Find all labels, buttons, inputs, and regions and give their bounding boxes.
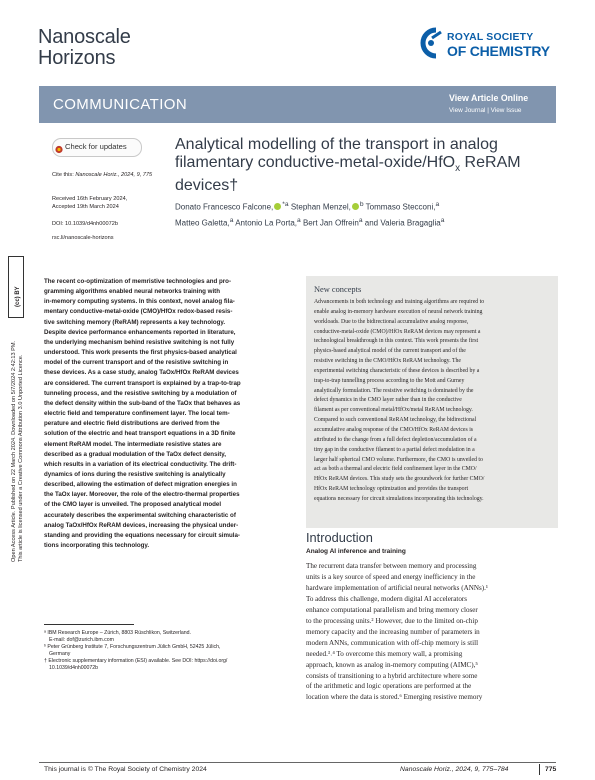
new-concepts-line: Advancements in both technology and training algorithms are required to: [314, 299, 485, 305]
introduction-line: units is a key source of speed and energy inefficiency in the: [306, 572, 476, 581]
introduction-line: The recurrent data transfer between memory and processing: [306, 562, 477, 570]
abstract-line: which results in a variation of its electrical conductivity. The drift-: [44, 460, 237, 468]
introduction-line: modern ANNs, communication with off-chip memory is still: [306, 638, 479, 647]
page-number: 775: [545, 766, 557, 773]
abstract-line: perature and electric field distributions are derived from the: [44, 420, 220, 428]
cc-license-icon[interactable]: [8, 256, 24, 318]
cite-block: [52, 172, 164, 179]
new-concepts-title: New concepts: [314, 285, 362, 294]
abstract-line: tunneling process, and the resistive switching by a modulation of: [44, 389, 237, 397]
journal-url[interactable]: rsc.li/nanoscale-horizons: [52, 235, 114, 241]
abstract-line: electric field and temperature confinement layer. The local tem-: [44, 410, 230, 418]
abstract-line: The recent co-optimization of memristive technologies and pro-: [44, 278, 232, 285]
footnote-affiliation-b: ᵇ Peter Grünberg Institute 7, Forschungszentrum Jülich GmbH, 52425 Jülich,: [44, 644, 221, 650]
introduction-line: To address this challenge, modern digital AI accelerators: [306, 594, 468, 603]
abstract-line: described as a gradual modulation of the TaOx defect density,: [44, 450, 226, 458]
rsc-logo-icon: [414, 24, 444, 62]
abstract-line: analog TaOx/HfOx ReRAM devices, increasing the physical under-: [44, 521, 239, 529]
footer-copyright: This journal is © The Royal Society of Chemistry 2024: [44, 766, 207, 773]
abstract-line: of the CMO layer is unveiled. The proposed analytical model: [44, 501, 222, 509]
cite-label: Cite this:: [52, 172, 74, 178]
new-concepts-line: enable analog in-memory hardware execution of neural network training: [314, 308, 483, 315]
journal-name-line2: Horizons: [38, 47, 116, 69]
abstract-line: accurately describes the experimental switching characteristic of: [44, 511, 236, 519]
author-name[interactable]: Donato Francesco Falcone,: [175, 202, 274, 212]
new-concepts-line: physics-based analytical model of the current transport and of the: [314, 348, 466, 355]
orcid-icon[interactable]: [274, 203, 281, 210]
footer-divider: [39, 762, 556, 763]
new-concepts-line: workloads. Due to the bidirectional accumulative analog response,: [314, 318, 469, 325]
introduction-line: hardware implementation of artificial neural networks (ANNs).¹: [306, 583, 488, 592]
doi[interactable]: DOI: 10.1039/d4nh00072b: [52, 221, 118, 227]
author-list: Donato Francesco Falcone, $^{*a}$ Stephan Menzel, $^b$ Tommaso Stecconi,$^a$ Matteo Galetta,$^a$ Antonio La Porta,$^a$ Bert Jan Offrein$^a$ and Valeria Bragaglia$^a$: [175, 201, 445, 228]
footnote-divider: [44, 624, 134, 625]
abstract-line: model of the current transport and of the resistive switching in: [44, 359, 229, 367]
new-concepts-line: experimental switching characteristic of these devices is described by a: [314, 367, 480, 374]
abstract-line: dynamics of ions during the resistive switching is analytically: [44, 470, 226, 478]
abstract-line: the defect density within the sub-band of the TaOx that behaves as: [44, 399, 241, 407]
author-name[interactable]: Stephan Menzel,: [290, 202, 351, 212]
publisher-line1: ROYAL SOCIETY: [447, 32, 534, 43]
abstract-line: tions incorporating this technology.: [44, 542, 150, 550]
abstract-line: understood. This work presents the first physics-based analytical: [44, 349, 237, 357]
author-name[interactable]: and Valeria Bragaglia: [364, 218, 441, 228]
introduction-line: location where the data is stored.⁶ Emerging resistive memory: [306, 693, 483, 702]
abstract-line: these devices. As a case study, analog TaOx/HfOx ReRAM devices: [44, 369, 239, 377]
abstract: [44, 277, 271, 551]
new-concepts-body: [314, 298, 551, 505]
new-concepts-line: act as both a thermal and electric field confinement layer in the CMO/: [314, 466, 477, 473]
cite-value: Nanoscale Horiz., 2024, 9, 775: [75, 172, 153, 178]
received-date: Received 16th February 2024,: [52, 196, 128, 202]
abstract-line: mentary conductive-metal-oxide (CMO)/HfOx redox-based resis-: [44, 308, 233, 316]
abstract-line: element ReRAM model. The intermediate resistive states are: [44, 440, 222, 448]
new-concepts-line: filament as per conventional metal/HfOx/metal ReRAM technology.: [314, 407, 473, 414]
abstract-line: the TaOx layer. Moreover, the role of the electro-thermal properties: [44, 491, 240, 499]
footnote-email[interactable]: E-mail: dof@zurich.ibm.com: [49, 637, 114, 643]
new-concepts-line: accumulative analog response of the CMO/HfOx ReRAM devices is: [314, 426, 474, 433]
accepted-date: Accepted 19th March 2024: [52, 204, 119, 210]
abstract-line: tive switching memory (ReRAM) represents a key technology.: [44, 318, 226, 326]
footer-citation: Nanoscale Horiz., 2024, 9, 775–784: [400, 766, 509, 773]
publisher-line2: OF CHEMISTRY: [447, 43, 550, 59]
new-concepts-line: defect dynamics in the CMO layer rather than in the conductive: [314, 397, 462, 404]
new-concepts-line: trap-to-trap tunnelling process according to the Mott and Gurney: [314, 377, 465, 384]
introduction-heading: Introduction: [306, 530, 373, 545]
new-concepts-line: attributed to the change from a full defect depletion/accumulation of a: [314, 436, 477, 443]
abstract-line: described, allowing the estimation of defect migration energies in: [44, 481, 237, 489]
footer-separator: [539, 764, 540, 775]
new-concepts-line: conductive-metal-oxide (CMO)/HfOx ReRAM devices may represent a: [314, 328, 481, 335]
new-concepts-line: Compared to such conventional ReRAM technology, the bidirectional: [314, 417, 477, 424]
introduction-line: memory capacity and the increasing number of parameters in: [306, 627, 480, 636]
introduction-line: enhance computational parallelism and bring memory closer: [306, 605, 478, 614]
new-concepts-line: HfOx ReRAM devices. This study sets the groundwork for further CMO/: [314, 476, 485, 483]
orcid-icon[interactable]: [352, 203, 359, 210]
introduction-line: approach, known as analog in-memory computing (AIMC),⁵: [306, 660, 478, 669]
new-concepts-line: larger half spherical CMO volume. Furthermore, the CMO is unveiled to: [314, 456, 483, 463]
author-name[interactable]: Tommaso Stecconi,: [365, 202, 436, 212]
footnote-affiliation-b-country: Germany: [49, 651, 71, 657]
check-for-updates-label: Check for updates: [65, 142, 127, 151]
abstract-line: Despite device performance enhancements reported in literature,: [44, 328, 236, 336]
footnote-esi-doi[interactable]: 10.1039/d4nh00072b: [49, 665, 99, 671]
abstract-line: gramming algorithms enabled neural networks training with: [44, 288, 221, 296]
abstract-line: the underlying mechanism behind resistive switching is not fully: [44, 338, 235, 346]
new-concepts-line: resistive switching in the CMO/HfOx ReRAM technology. The: [314, 358, 461, 365]
author-name[interactable]: Bert Jan Offrein: [302, 218, 359, 228]
abstract-line: are considered. The current transport is explained by a trap-to-trap: [44, 379, 241, 387]
author-name[interactable]: Matteo Galetta,: [175, 218, 230, 228]
cc-label: (cc) BY: [15, 286, 21, 307]
introduction-line: of the arithmetic and logic operations are performed at the: [306, 682, 472, 691]
sidebar-line2: This article is licensed under a Creative Commons Attribution 3.0 Unported Licence.: [18, 354, 24, 562]
footnote-esi: † Electronic supplementary information (ESI) available. See DOI: https://doi.org/: [44, 658, 228, 664]
footnote-affiliation-a: ᵃ IBM Research Europe – Zürich, 8803 Rüschlikon, Switzerland.: [44, 630, 191, 636]
journal-name-line1: Nanoscale: [38, 26, 131, 48]
new-concepts-line: tiny gap in the conductive filament to a partial defect modulation in a: [314, 446, 475, 453]
sidebar-line1: Open Access Article. Published on 22 March 2024. Downloaded on 5/7/2024 2:42:13 PM.: [11, 340, 17, 562]
introduction-subheading: Analog AI inference and training: [306, 548, 406, 555]
view-journal-issue-links[interactable]: View Journal | View Issue: [449, 107, 522, 114]
new-concepts-line: analytically formulation. The resistive switching is dominated by the: [314, 387, 474, 394]
new-concepts-line: HfOx ReRAM technology optimization and provides the transport: [314, 486, 469, 493]
new-concepts-line: equations necessary for circuit simulations incorporating this technology.: [314, 495, 484, 502]
introduction-line: needed.³˒⁴ To overcome this memory wall, a promising: [306, 649, 463, 658]
abstract-line: solution of the electric and heat transport equations in a 3D finite: [44, 430, 236, 438]
new-concepts-line: technological breakthrough in this context. This work presents the first: [314, 338, 479, 345]
introduction-line: to the processing units.² However, due to the limited on-chip: [306, 616, 478, 625]
abstract-line: in-memory computing systems. In this context, novel analog fila-: [44, 298, 235, 306]
abstract-line: standing and providing the equations necessary for circuit simula-: [44, 531, 240, 539]
article-title: Analytical modelling of the transport in analog filamentary conductive-metal-oxide/HfO$_x$ ReRAM devices†: [175, 136, 521, 195]
introduction-line: consists of transitioning to a hybrid architecture where some: [306, 671, 478, 680]
author-name[interactable]: Antonio La Porta,: [235, 218, 298, 228]
update-icon: [55, 141, 63, 150]
footnotes: [44, 630, 271, 672]
view-article-online-link[interactable]: View Article Online: [449, 93, 529, 103]
introduction-body: [306, 561, 556, 703]
section-label: COMMUNICATION: [53, 96, 188, 113]
